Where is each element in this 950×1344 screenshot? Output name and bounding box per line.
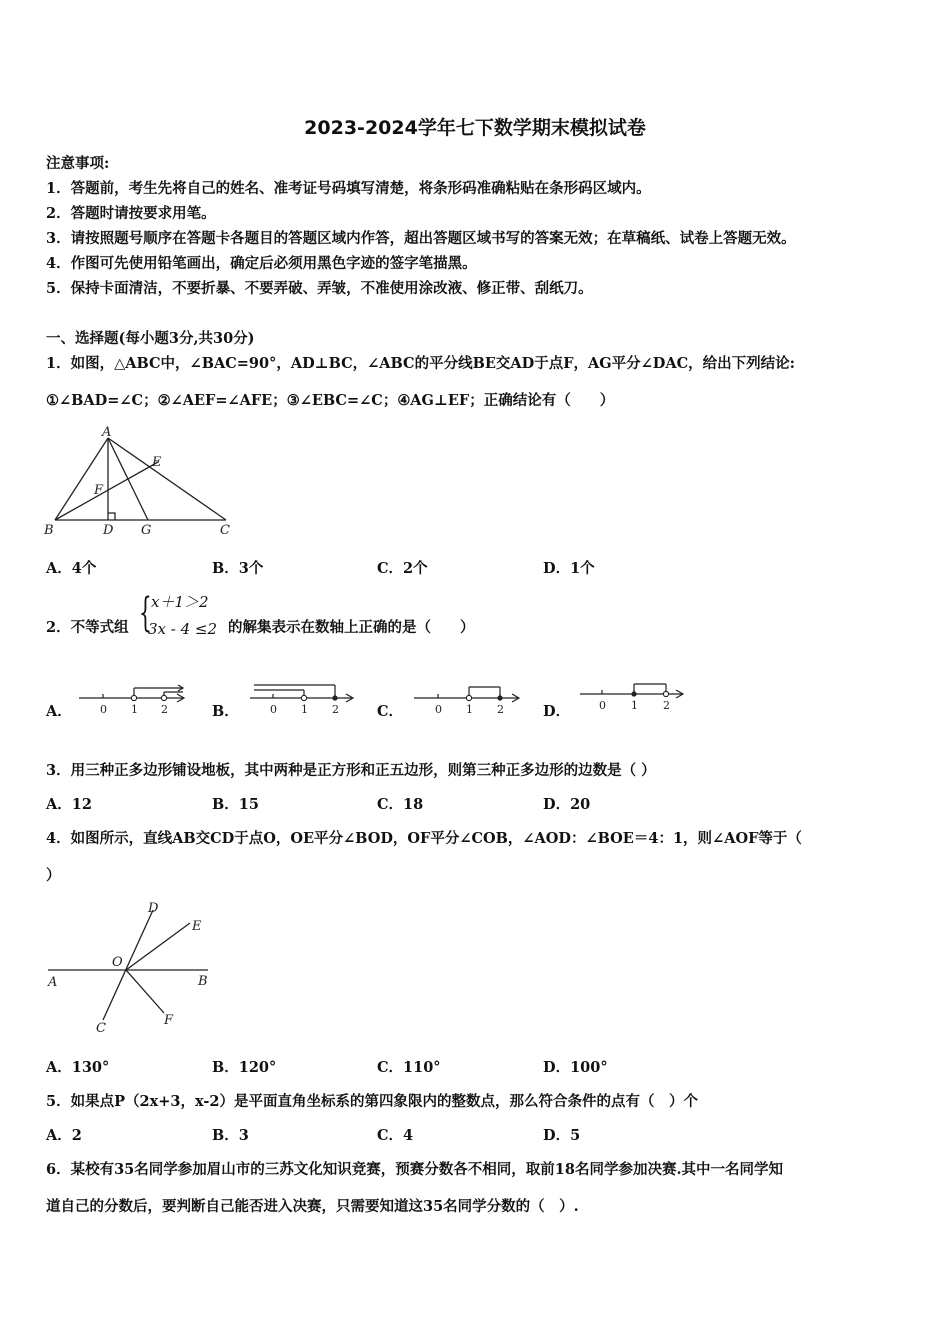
q2-numberline-c[interactable] [410,682,530,718]
q3-option-a[interactable]: A．12 [46,796,92,813]
label-d: D [148,901,159,916]
tick-1: 1 [466,703,473,716]
line-cd [103,910,153,1020]
ray-oe [126,923,190,970]
q2-inequality-1: x＋1＞2 [151,593,209,611]
tick-0: 0 [599,699,606,712]
bisector-ag [108,438,148,520]
label-f: F [94,483,104,498]
q5-option-b[interactable]: B．3 [212,1127,249,1144]
label-f: F [164,1013,174,1028]
right-angle-mark [108,513,115,520]
note-item: 2．答题时请按要求用笔。 [46,205,216,222]
tick-1: 1 [631,699,638,712]
label-g: G [141,523,152,538]
label-c: C [220,523,230,538]
q4-option-a[interactable]: A．130° [46,1059,110,1076]
q2-prefix: 2．不等式组 [46,619,129,636]
q1-triangle-figure [40,424,240,540]
label-a: A [48,975,58,990]
q1-option-b[interactable]: B．3个 [212,560,264,577]
tick-2: 2 [497,703,504,716]
note-item: 3．请按照题号顺序在答题卡各题目的答题区域内作答，超出答题区域书写的答案无效；在草稿纸、试卷上答题无效。 [46,230,796,247]
q4-text: 4．如图所示，直线AB交CD于点O，OE平分∠BOD，OF平分∠COB，∠AOD：∠BOE＝4：1，则∠AOF等于（ [46,830,802,847]
q3-option-d[interactable]: D．20 [543,796,591,813]
tick-2: 2 [663,699,670,712]
tick-1: 1 [301,703,308,716]
label-b: B [198,974,208,989]
q4-option-b[interactable]: B．120° [212,1059,277,1076]
q1-text: 1．如图，△ABC中，∠BAC=90°，AD⊥BC，∠ABC的平分线BE交AD于点F，AG平分∠DAC，给出下列结论: [46,355,796,372]
q5-text: 5．如果点P（2x+3，x-2）是平面直角坐标系的第四象限内的整数点，那么符合条件的点有（ ）个 [46,1093,698,1110]
system-brace: { [139,590,152,636]
q5-option-d[interactable]: D．5 [543,1127,581,1144]
q2-numberline-a[interactable] [75,684,195,718]
q1-option-a[interactable]: A．4个 [46,560,97,577]
tick-2: 2 [332,703,339,716]
q1-option-c[interactable]: C．2个 [377,560,428,577]
q5-option-a[interactable]: A．2 [46,1127,82,1144]
bisector-be [55,462,158,520]
label-b: B [44,523,54,538]
note-item: 4．作图可先使用铅笔画出，确定后必须用黑色字迹的签字笔描黑。 [46,255,477,272]
q3-option-b[interactable]: B．15 [212,796,259,813]
label-a: A [102,425,112,440]
tick-1: 1 [131,703,138,716]
q2-option-c[interactable]: C． [377,703,404,720]
label-c: C [96,1021,106,1036]
label-e: E [152,455,162,470]
tick-0: 0 [435,703,442,716]
q4-text-continued: ） [46,867,61,884]
tick-2: 2 [161,703,168,716]
label-d: D [103,523,114,538]
q2-numberline-b[interactable] [246,680,366,718]
tick-0: 0 [100,703,107,716]
q6-text-continued: 道自己的分数后，要判断自己能否进入决赛，只需要知道这35名同学分数的（ ）. [46,1198,579,1215]
page-title: 2023-2024学年七下数学期末模拟试卷 [304,117,646,139]
q3-option-c[interactable]: C．18 [377,796,424,813]
q2-suffix: 的解集表示在数轴上正确的是（ ） [228,619,475,636]
note-item: 1．答题前，考生先将自己的姓名、准考证号码填写清楚，将条形码准确粘贴在条形码区域内。 [46,180,651,197]
q1-option-d[interactable]: D．1个 [543,560,595,577]
side-ab [55,438,108,520]
section-heading: 一、选择题(每小题3分,共30分) [46,330,255,347]
label-e: E [192,919,202,934]
q1-conclusions: ①∠BAD=∠C；②∠AEF=∠AFE；③∠EBC=∠C；④AG⊥EF；正确结论有（ ） [46,392,615,409]
q2-option-b[interactable]: B． [212,703,239,720]
q2-option-a[interactable]: A． [46,703,72,720]
side-ac [108,438,226,520]
q3-text: 3．用三种正多边形铺设地板，其中两种是正方形和正五边形，则第三种正多边形的边数是（ ） [46,762,656,779]
q5-option-c[interactable]: C．4 [377,1127,414,1144]
q4-option-d[interactable]: D．100° [543,1059,608,1076]
q2-numberline-d[interactable] [576,680,696,716]
label-o: O [112,955,123,970]
note-item: 5．保持卡面清洁，不要折暴、不要弄破、弄皱，不准使用涂改液、修正带、刮纸刀。 [46,280,593,297]
ray-of [126,970,164,1013]
notes-heading: 注意事项: [46,155,110,172]
q2-inequality-2: 3x - 4 ≤2 [148,620,218,638]
q6-text: 6．某校有35名同学参加眉山市的三苏文化知识竞赛，预赛分数各不相同，取前18名同学参加决赛.其中一名同学知 [46,1161,783,1178]
tick-0: 0 [270,703,277,716]
q4-option-c[interactable]: C．110° [377,1059,441,1076]
q2-option-d[interactable]: D． [543,703,571,720]
q4-lines-figure [40,896,220,1036]
